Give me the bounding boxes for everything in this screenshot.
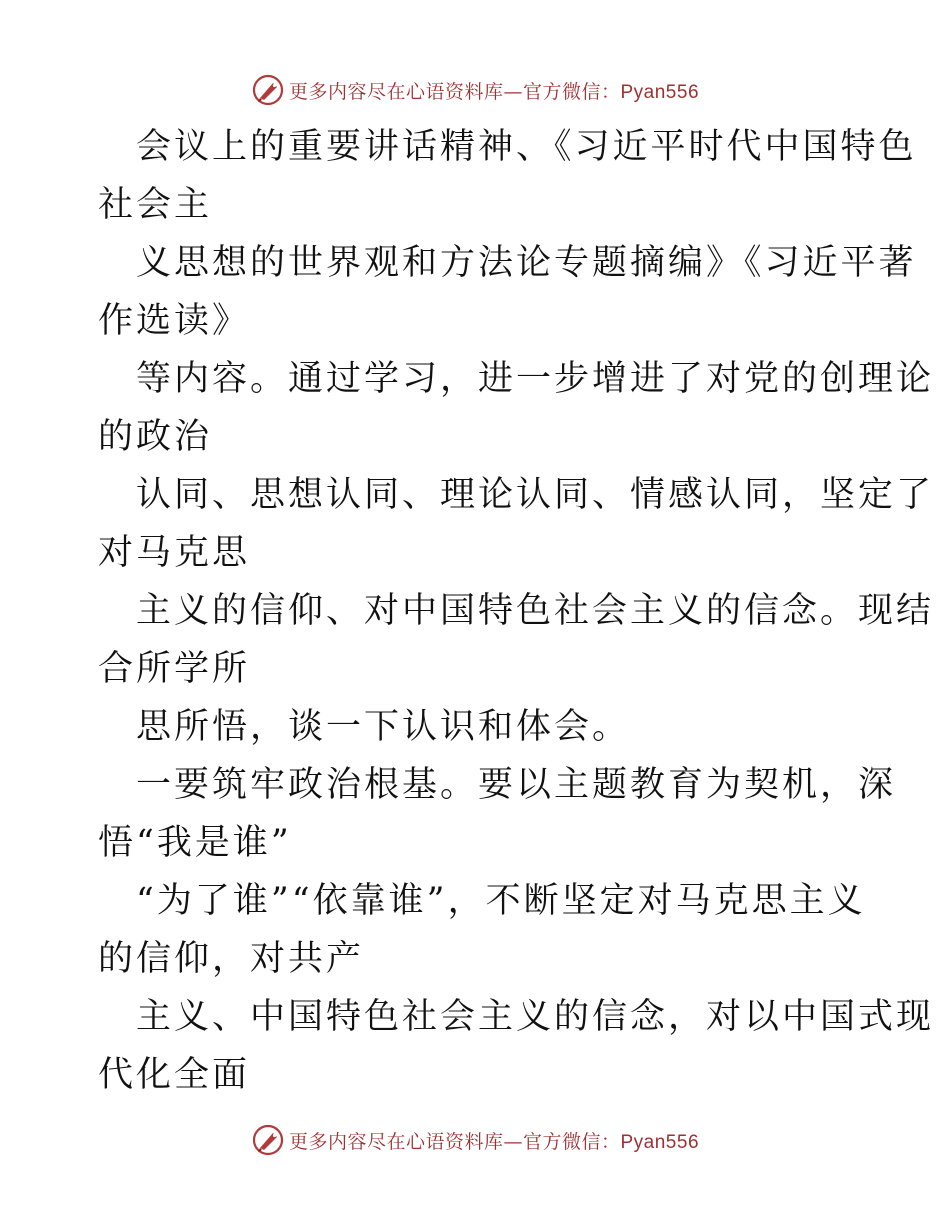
text-line: 社会主 — [98, 185, 213, 225]
text-line: 悟“我是谁” — [98, 823, 292, 863]
text-line: 的信仰，对共产 — [98, 939, 365, 979]
banner-handle: Pyan556 — [620, 81, 700, 103]
banner-handle: Pyan556 — [620, 1131, 700, 1153]
text-line: 的政治 — [98, 417, 213, 457]
header-banner — [0, 70, 950, 110]
text-line: 代化全面 — [98, 1055, 251, 1095]
text-line: 主义的信仰、对中国特色社会主义的信念。现结 — [136, 591, 935, 631]
banner-label: 更多内容尽在心语资料库—官方微信： — [288, 1130, 621, 1153]
text-line: 一要筑牢政治根基。要以主题教育为契机，深 — [136, 765, 897, 805]
document-body — [98, 118, 935, 1104]
text-line: 作选读》 — [98, 301, 251, 341]
banner-text — [289, 1127, 699, 1154]
pen-nib-logo-icon — [251, 73, 285, 107]
banner-label: 更多内容尽在心语资料库—官方微信： — [288, 80, 621, 103]
text-line: 等内容。通过学习，进一步增进了对党的创理论 — [136, 359, 935, 399]
text-line: 合所学所 — [98, 649, 251, 689]
text-line: 思所悟，谈一下认识和体会。 — [136, 707, 631, 747]
banner-text — [289, 77, 699, 104]
text-line: 会议上的重要讲话精神、《习近平时代中国特色 — [136, 127, 917, 167]
text-line: 义思想的世界观和方法论专题摘编》《习近平著 — [136, 243, 917, 283]
footer-banner — [0, 1120, 950, 1160]
pen-nib-logo-icon — [251, 1123, 285, 1157]
text-line: 主义、中国特色社会主义的信念，对以中国式现 — [136, 997, 935, 1037]
text-line: “为了谁”“依靠谁”，不断坚定对马克思主义 — [136, 881, 866, 921]
text-line: 对马克思 — [98, 533, 251, 573]
text-line: 认同、思想认同、理论认同、情感认同，坚定了 — [136, 475, 935, 515]
